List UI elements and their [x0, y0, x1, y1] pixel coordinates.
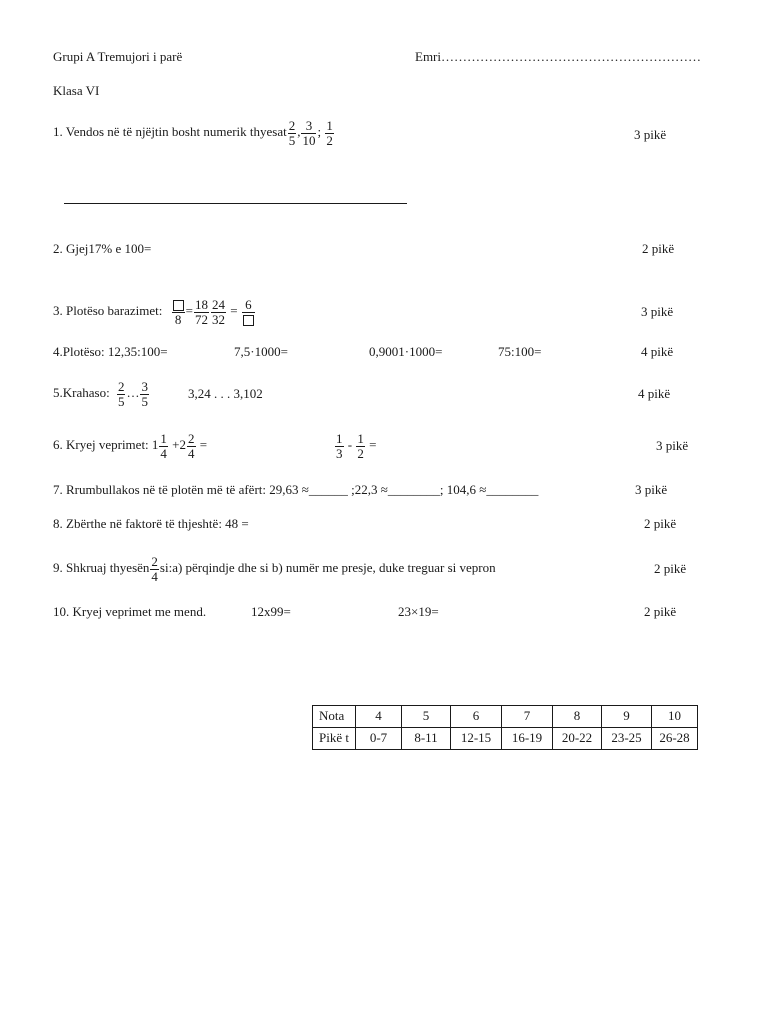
question-6-points: 3 pikë: [656, 438, 689, 453]
table-cell: Pikë t: [313, 727, 356, 749]
table-cell: Nota: [313, 706, 356, 728]
table-cell: 5: [402, 706, 451, 728]
table-row: [313, 727, 698, 749]
question-7-points: 3 pikë: [635, 482, 668, 497]
question-4-b: 7,5·1000=: [234, 344, 288, 359]
fraction: $\frac{1}{4}$: [160, 430, 167, 461]
class-label: Klasa VI: [53, 83, 100, 98]
blank-box: [173, 300, 184, 311]
question-5-b: 3,24 . . . 3,102: [188, 386, 263, 401]
table-cell: 6: [451, 706, 502, 728]
question-9-text: 9. Shkruaj thyesën: [53, 560, 150, 575]
fraction: $\frac{2}{4}$: [188, 430, 195, 461]
blank-box: [243, 315, 254, 326]
table-cell: 8: [553, 706, 602, 728]
question-1: 1. Vendos në të njëjtin bosht numerik thyesat $\frac{2}{5}$ , $\frac{3}{10}$ ; $\frac{1}{2}$: [53, 117, 333, 148]
question-8-text: 8. Zbërthe në faktorë të thjeshtë: 48 =: [53, 516, 249, 531]
fraction: $\frac{2}{5}$: [117, 378, 125, 409]
question-4-text: 4.Plotëso: 12,35:100=: [53, 344, 168, 359]
table-cell: 26-28: [652, 727, 698, 749]
question-4-d: 75:100=: [498, 344, 542, 359]
fraction: $\frac{24}{32}$: [211, 296, 225, 327]
table-cell: 7: [502, 706, 553, 728]
fraction-blank: 6: [242, 298, 255, 326]
question-3-text: 3. Plotëso barazimet:: [53, 303, 163, 318]
question-4-points: 4 pikë: [641, 344, 674, 359]
question-1-text: 1. Vendos në të njëjtin bosht numerik thyesat: [53, 124, 287, 139]
question-5-points: 4 pikë: [638, 386, 671, 401]
table-cell: 9: [602, 706, 652, 728]
question-8-points: 2 pikë: [644, 516, 677, 531]
table-cell: 12-15: [451, 727, 502, 749]
table-cell: 20-22: [553, 727, 602, 749]
question-10-b: 23×19=: [398, 604, 439, 619]
table-cell: 8-11: [402, 727, 451, 749]
question-3: 3. Plotëso barazimet: 8 = $\frac{18}{72}$ $\frac{24}{32}$ = 6: [53, 294, 256, 328]
table-cell: 16-19: [502, 727, 553, 749]
question-9: 9. Shkruaj thyesën $\frac{2}{4}$ si:a) përqindje dhe si b) numër me presje, duke treguar si vepron: [53, 553, 496, 584]
table-cell: 0-7: [356, 727, 402, 749]
question-6-b: $\frac{1}{3}$ - $\frac{1}{2}$ =: [336, 430, 377, 461]
question-9-points: 2 pikë: [654, 561, 687, 576]
grade-table: [312, 705, 698, 750]
fraction: $\frac{3}{5}$: [141, 378, 148, 409]
fraction: $\frac{2}{4}$: [151, 553, 158, 584]
number-line: [64, 203, 407, 204]
name-field: Emri……………………………………………………: [415, 49, 701, 64]
fraction: $\frac{3}{10}$: [302, 117, 316, 148]
fraction: $\frac{1}{2}$: [326, 117, 333, 148]
table-row: [313, 706, 698, 728]
question-6: 6. Kryej veprimet: 1 $\frac{1}{4}$ +2 $\frac{2}{4}$ =: [53, 430, 208, 461]
group-label: Grupi A Tremujori i parë: [53, 49, 183, 64]
fraction: $\frac{2}{5}$: [288, 117, 296, 148]
table-cell: 10: [652, 706, 698, 728]
question-5: 5.Krahaso: $\frac{2}{5}$ … $\frac{3}{5}$: [53, 378, 148, 409]
fraction: $\frac{1}{2}$: [357, 430, 364, 461]
question-3-points: 3 pikë: [641, 304, 674, 319]
table-cell: 4: [356, 706, 402, 728]
fraction-blank: 8: [172, 298, 185, 326]
question-2-points: 2 pikë: [642, 241, 675, 256]
question-10-a: 12x99=: [251, 604, 291, 619]
question-10-points: 2 pikë: [644, 604, 677, 619]
question-6-text: 6. Kryej veprimet: 1: [53, 437, 159, 452]
table-cell: 23-25: [602, 727, 652, 749]
fraction: $\frac{1}{3}$: [336, 430, 343, 461]
fraction: $\frac{18}{72}$: [194, 296, 208, 327]
question-7-text: 7. Rrumbullakos në të plotën më të afërt: 29,63 ≈______ ;22,3 ≈________; 104,6 ≈________: [53, 482, 539, 497]
question-5-text: 5.Krahaso:: [53, 385, 110, 400]
question-10-text: 10. Kryej veprimet me mend.: [53, 604, 207, 619]
question-2-text: 2. Gjej17% e 100=: [53, 241, 152, 256]
question-1-points: 3 pikë: [634, 127, 667, 142]
question-4-c: 0,9001·1000=: [369, 344, 443, 359]
